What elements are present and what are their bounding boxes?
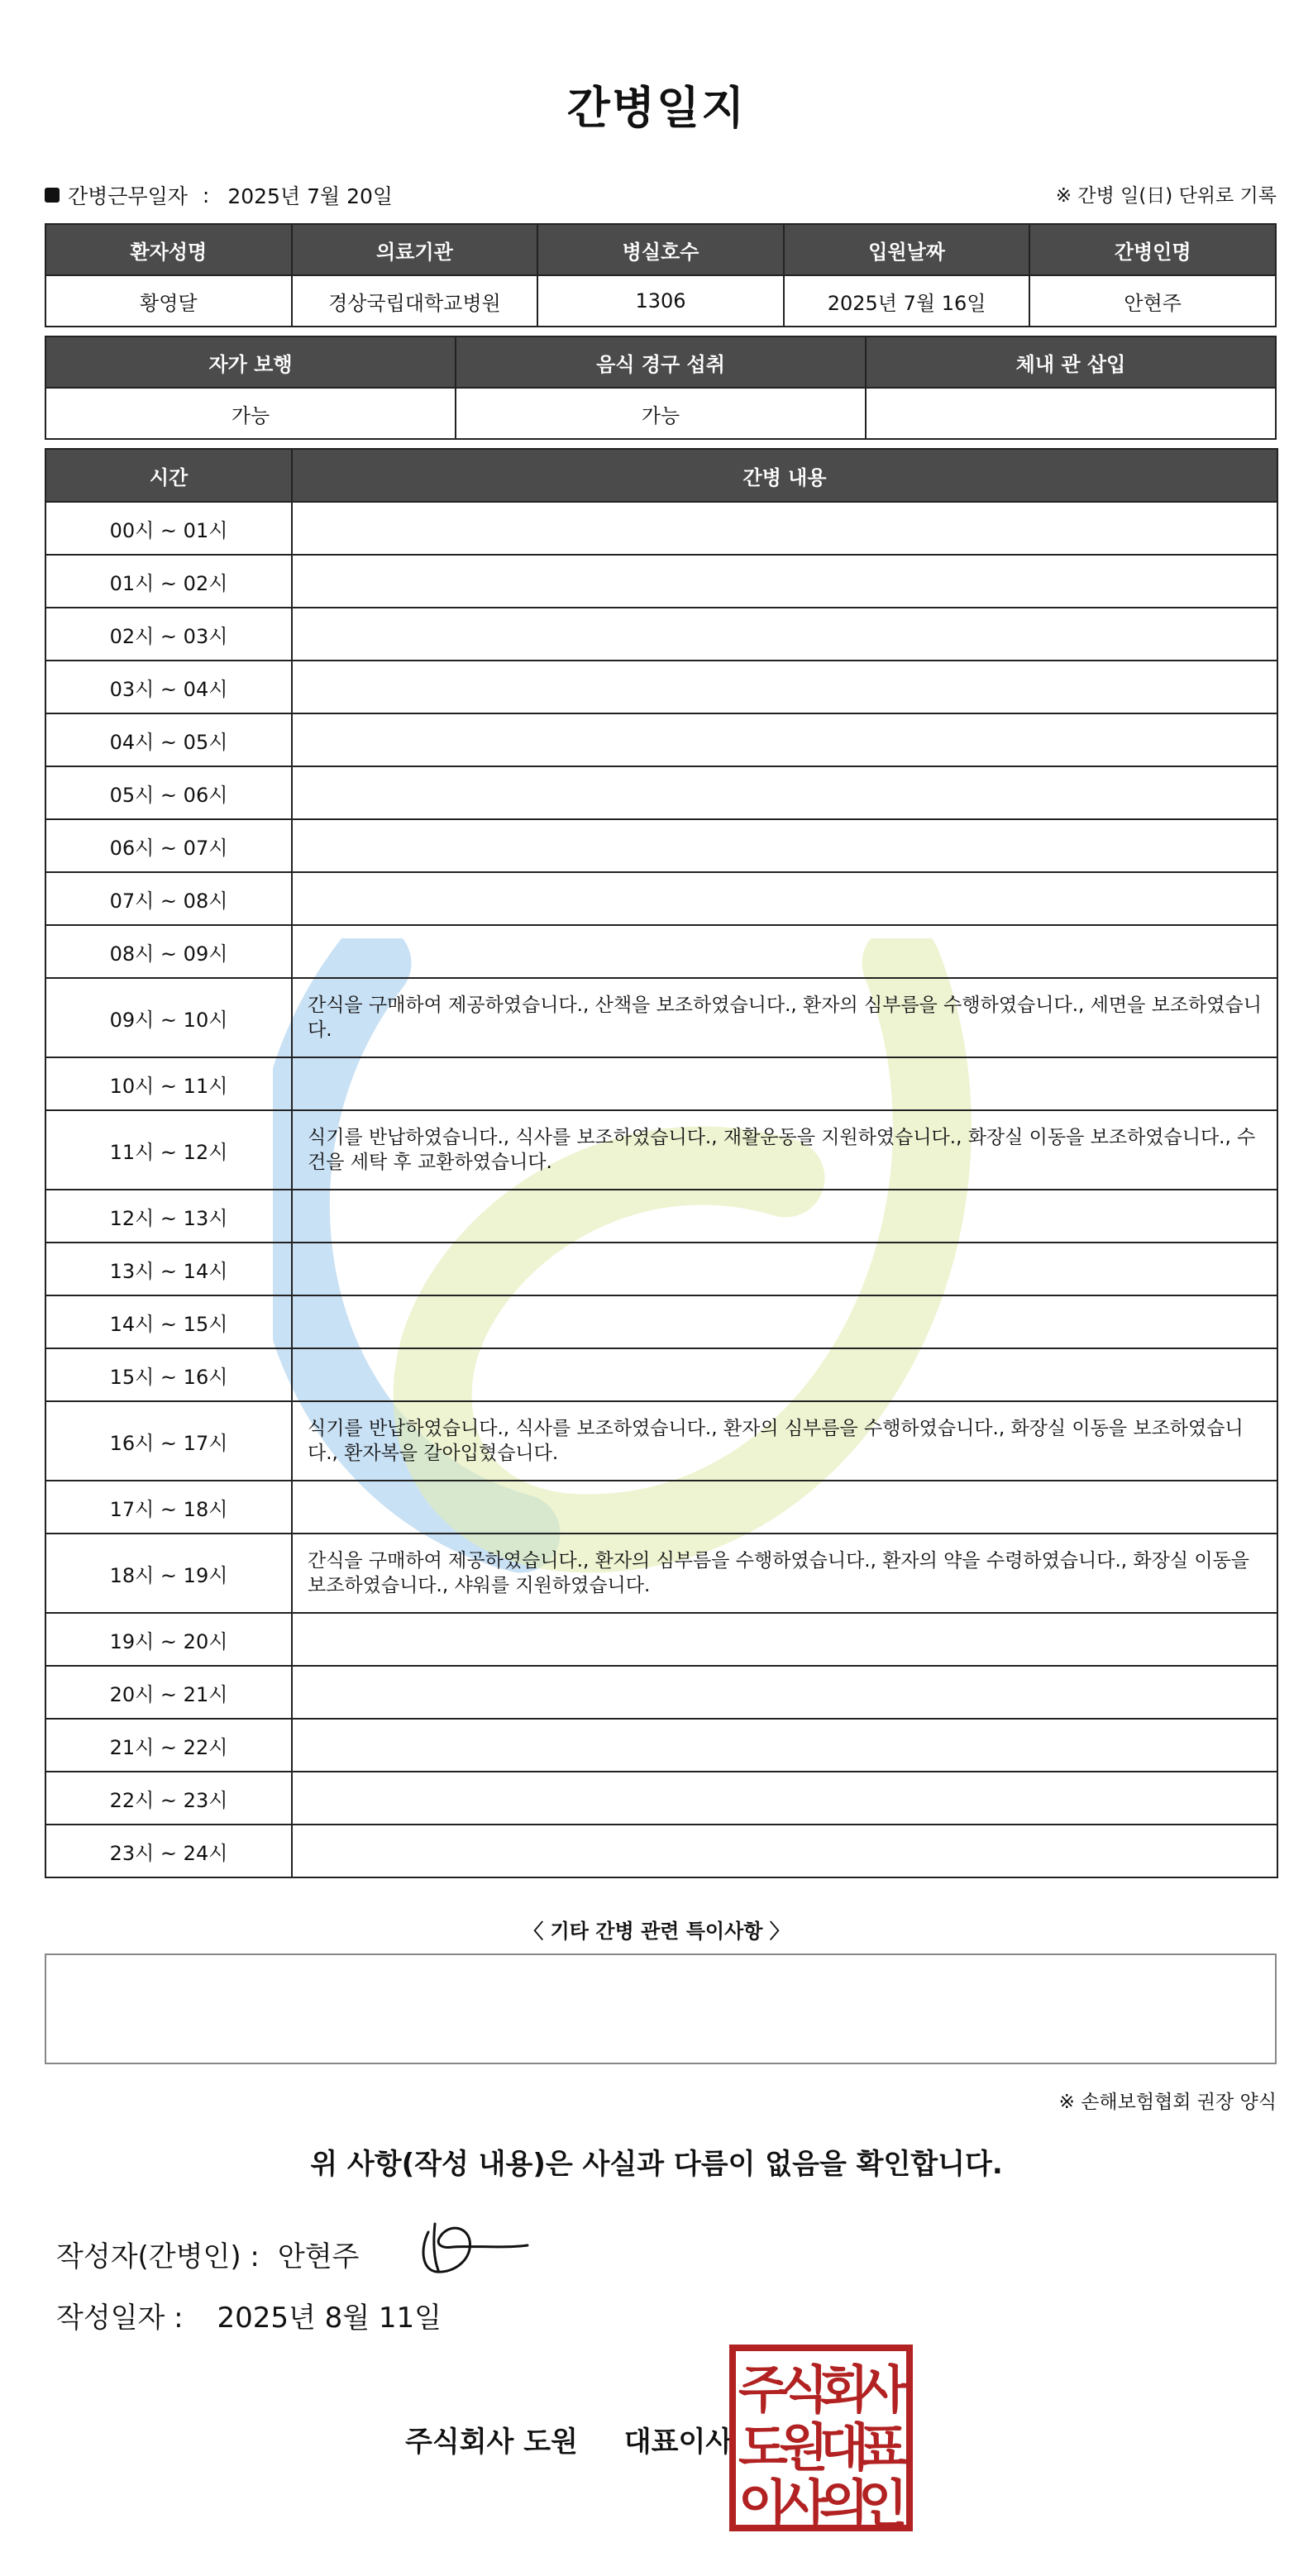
- time-cell: 01시 ~ 02시: [45, 555, 292, 608]
- svg-text:원: 원: [779, 2417, 828, 2478]
- patient-name-cell: 황영달: [45, 275, 292, 327]
- oral-intake-cell: 가능: [456, 388, 866, 439]
- table-row: [45, 1534, 1277, 1613]
- time-cell: 21시 ~ 22시: [45, 1719, 292, 1772]
- signature-icon: [403, 2216, 536, 2282]
- admission-date-cell: 2025년 7월 16일: [784, 275, 1030, 327]
- table-row: [45, 978, 1277, 1057]
- header-time: 시간: [45, 449, 292, 502]
- time-cell: 19시 ~ 20시: [45, 1613, 292, 1666]
- care-content-cell: [292, 1190, 1277, 1243]
- time-cell: 08시 ~ 09시: [45, 925, 292, 978]
- hospital-cell: 경상국립대학교병원: [292, 275, 538, 327]
- time-cell: 15시 ~ 16시: [45, 1348, 292, 1401]
- time-cell: 18시 ~ 19시: [45, 1534, 292, 1613]
- patient-status-table: [45, 336, 1277, 440]
- care-content-cell: [292, 819, 1277, 872]
- company-name: 주식회사 도원: [405, 2426, 578, 2459]
- svg-text:표: 표: [858, 2417, 908, 2478]
- header-walking: 자가 보행: [45, 336, 456, 388]
- time-cell: 06시 ~ 07시: [45, 819, 292, 872]
- care-content-cell: [292, 1243, 1277, 1295]
- work-date: [45, 180, 393, 210]
- header-patient-name: 환자성명: [45, 224, 292, 275]
- table-row: [45, 1243, 1277, 1295]
- table-row: [45, 819, 1277, 872]
- company-line: [405, 2419, 733, 2459]
- table-row: [45, 1613, 1277, 1666]
- table-row: [45, 1481, 1277, 1534]
- svg-text:인: 인: [858, 2473, 908, 2533]
- time-cell: 12시 ~ 13시: [45, 1190, 292, 1243]
- care-content-cell: [292, 925, 1277, 978]
- writer-line: [56, 2234, 359, 2274]
- care-content-cell: 간식을 구매하여 제공하였습니다., 산책을 보조하였습니다., 환자의 심부름을 수행하였습니다., 세면을 보조하였습니다.: [292, 978, 1277, 1057]
- time-cell: 00시 ~ 01시: [45, 502, 292, 555]
- header-room: 병실호수: [537, 224, 784, 275]
- care-content-cell: [292, 872, 1277, 925]
- time-cell: 20시 ~ 21시: [45, 1666, 292, 1719]
- walking-cell: 가능: [45, 388, 456, 439]
- care-content-cell: [292, 1295, 1277, 1348]
- table-row: [45, 555, 1277, 608]
- time-cell: 10시 ~ 11시: [45, 1057, 292, 1110]
- table-row: [45, 1057, 1277, 1110]
- table-row: [45, 713, 1277, 766]
- time-cell: 04시 ~ 05시: [45, 713, 292, 766]
- table-row: [45, 1295, 1277, 1348]
- care-content-cell: 간식을 구매하여 제공하였습니다., 환자의 심부름을 수행하였습니다., 환자의 약을 수령하였습니다., 화장실 이동을 보조하였습니다., 샤워를 지원하였습니다.: [292, 1534, 1277, 1613]
- table-row: [45, 661, 1277, 713]
- patient-info-table: [45, 223, 1277, 327]
- notes-title: 〈 기타 간병 관련 특이사항 〉: [523, 1920, 790, 1943]
- table-header-row: [45, 449, 1277, 502]
- care-log-table: [45, 448, 1278, 1878]
- form-source-note: ※ 손해보험협회 권장 양식: [1058, 2092, 1277, 2113]
- time-cell: 23시 ~ 24시: [45, 1825, 292, 1877]
- confirmation-statement: 위 사항(작성 내용)은 사실과 다름이 없음을 확인합니다.: [310, 2148, 1003, 2181]
- svg-text:회: 회: [819, 2359, 869, 2420]
- header-tube: 체내 관 삽입: [866, 336, 1276, 388]
- time-cell: 03시 ~ 04시: [45, 661, 292, 713]
- svg-text:대: 대: [819, 2417, 869, 2478]
- square-bullet-icon: [45, 188, 60, 203]
- table-row: [45, 1825, 1277, 1877]
- svg-text:사: 사: [779, 2473, 828, 2533]
- table-header-row: [45, 224, 1276, 275]
- time-cell: 11시 ~ 12시: [45, 1110, 292, 1190]
- svg-text:도: 도: [738, 2417, 788, 2478]
- notes-box: [45, 1953, 1277, 2064]
- tube-cell: [866, 388, 1276, 439]
- table-row: [45, 1666, 1277, 1719]
- table-row: [45, 925, 1277, 978]
- care-content-cell: 식기를 반납하였습니다., 식사를 보조하였습니다., 환자의 심부름을 수행하였습니다., 화장실 이동을 보조하였습니다., 환자복을 갈아입혔습니다.: [292, 1401, 1277, 1481]
- care-content-cell: [292, 1719, 1277, 1772]
- care-content-cell: [292, 1825, 1277, 1877]
- care-content-cell: [292, 713, 1277, 766]
- care-content-cell: [292, 1057, 1277, 1110]
- time-cell: 22시 ~ 23시: [45, 1772, 292, 1825]
- header-hospital: 의료기관: [292, 224, 538, 275]
- header-caregiver: 간병인명: [1029, 224, 1276, 275]
- svg-text:주: 주: [738, 2359, 788, 2420]
- time-cell: 05시 ~ 06시: [45, 766, 292, 819]
- page-title: 간병일지: [566, 82, 747, 134]
- written-date-value: 2025년 8월 11일: [217, 2302, 442, 2335]
- company-seal-stamp: [728, 2343, 914, 2533]
- table-row: [45, 275, 1276, 327]
- table-row: [45, 1401, 1277, 1481]
- writer-label: 작성자(간병인) :: [56, 2240, 260, 2273]
- table-header-row: [45, 336, 1276, 388]
- work-date-value: 2025년 7월 20일: [227, 184, 394, 208]
- time-cell: 16시 ~ 17시: [45, 1401, 292, 1481]
- time-cell: 14시 ~ 15시: [45, 1295, 292, 1348]
- time-cell: 13시 ~ 14시: [45, 1243, 292, 1295]
- time-cell: 17시 ~ 18시: [45, 1481, 292, 1534]
- room-cell: 1306: [537, 275, 784, 327]
- meta-row: [45, 180, 1277, 213]
- table-row: [45, 1110, 1277, 1190]
- svg-text:식: 식: [779, 2359, 828, 2420]
- table-row: [45, 502, 1277, 555]
- care-content-cell: [292, 555, 1277, 608]
- care-content-cell: 식기를 반납하였습니다., 식사를 보조하였습니다., 재활운동을 지원하였습니다., 화장실 이동을 보조하였습니다., 수건을 세탁 후 교환하였습니다.: [292, 1110, 1277, 1190]
- table-row: [45, 872, 1277, 925]
- time-cell: 09시 ~ 10시: [45, 978, 292, 1057]
- svg-text:사: 사: [858, 2359, 908, 2420]
- written-date-label: 작성일자 :: [56, 2302, 184, 2335]
- table-row: [45, 388, 1276, 439]
- writer-name: 안현주: [277, 2240, 360, 2273]
- header-care-content: 간병 내용: [292, 449, 1277, 502]
- time-cell: 02시 ~ 03시: [45, 608, 292, 661]
- care-log-body: [45, 502, 1277, 1877]
- svg-text:의: 의: [819, 2473, 869, 2533]
- header-admission-date: 입원날짜: [784, 224, 1030, 275]
- work-date-label: 간병근무일자: [68, 184, 188, 208]
- table-row: [45, 1719, 1277, 1772]
- header-oral-intake: 음식 경구 섭취: [456, 336, 866, 388]
- care-content-cell: [292, 1772, 1277, 1825]
- care-content-cell: [292, 1481, 1277, 1534]
- table-row: [45, 1348, 1277, 1401]
- care-content-cell: [292, 661, 1277, 713]
- care-content-cell: [292, 1348, 1277, 1401]
- table-row: [45, 1190, 1277, 1243]
- table-row: [45, 766, 1277, 819]
- care-content-cell: [292, 502, 1277, 555]
- written-date-line: [56, 2295, 442, 2335]
- care-content-cell: [292, 766, 1277, 819]
- svg-text:이: 이: [738, 2473, 788, 2533]
- unit-note: ※ 간병 일(日) 단위로 기록: [1055, 185, 1277, 207]
- work-date-colon: :: [202, 183, 210, 208]
- table-row: [45, 1772, 1277, 1825]
- caregiver-cell: 안현주: [1029, 275, 1276, 327]
- company-role: 대표이사: [623, 2426, 733, 2459]
- care-content-cell: [292, 1666, 1277, 1719]
- time-cell: 07시 ~ 08시: [45, 872, 292, 925]
- care-content-cell: [292, 1613, 1277, 1666]
- care-content-cell: [292, 608, 1277, 661]
- table-row: [45, 608, 1277, 661]
